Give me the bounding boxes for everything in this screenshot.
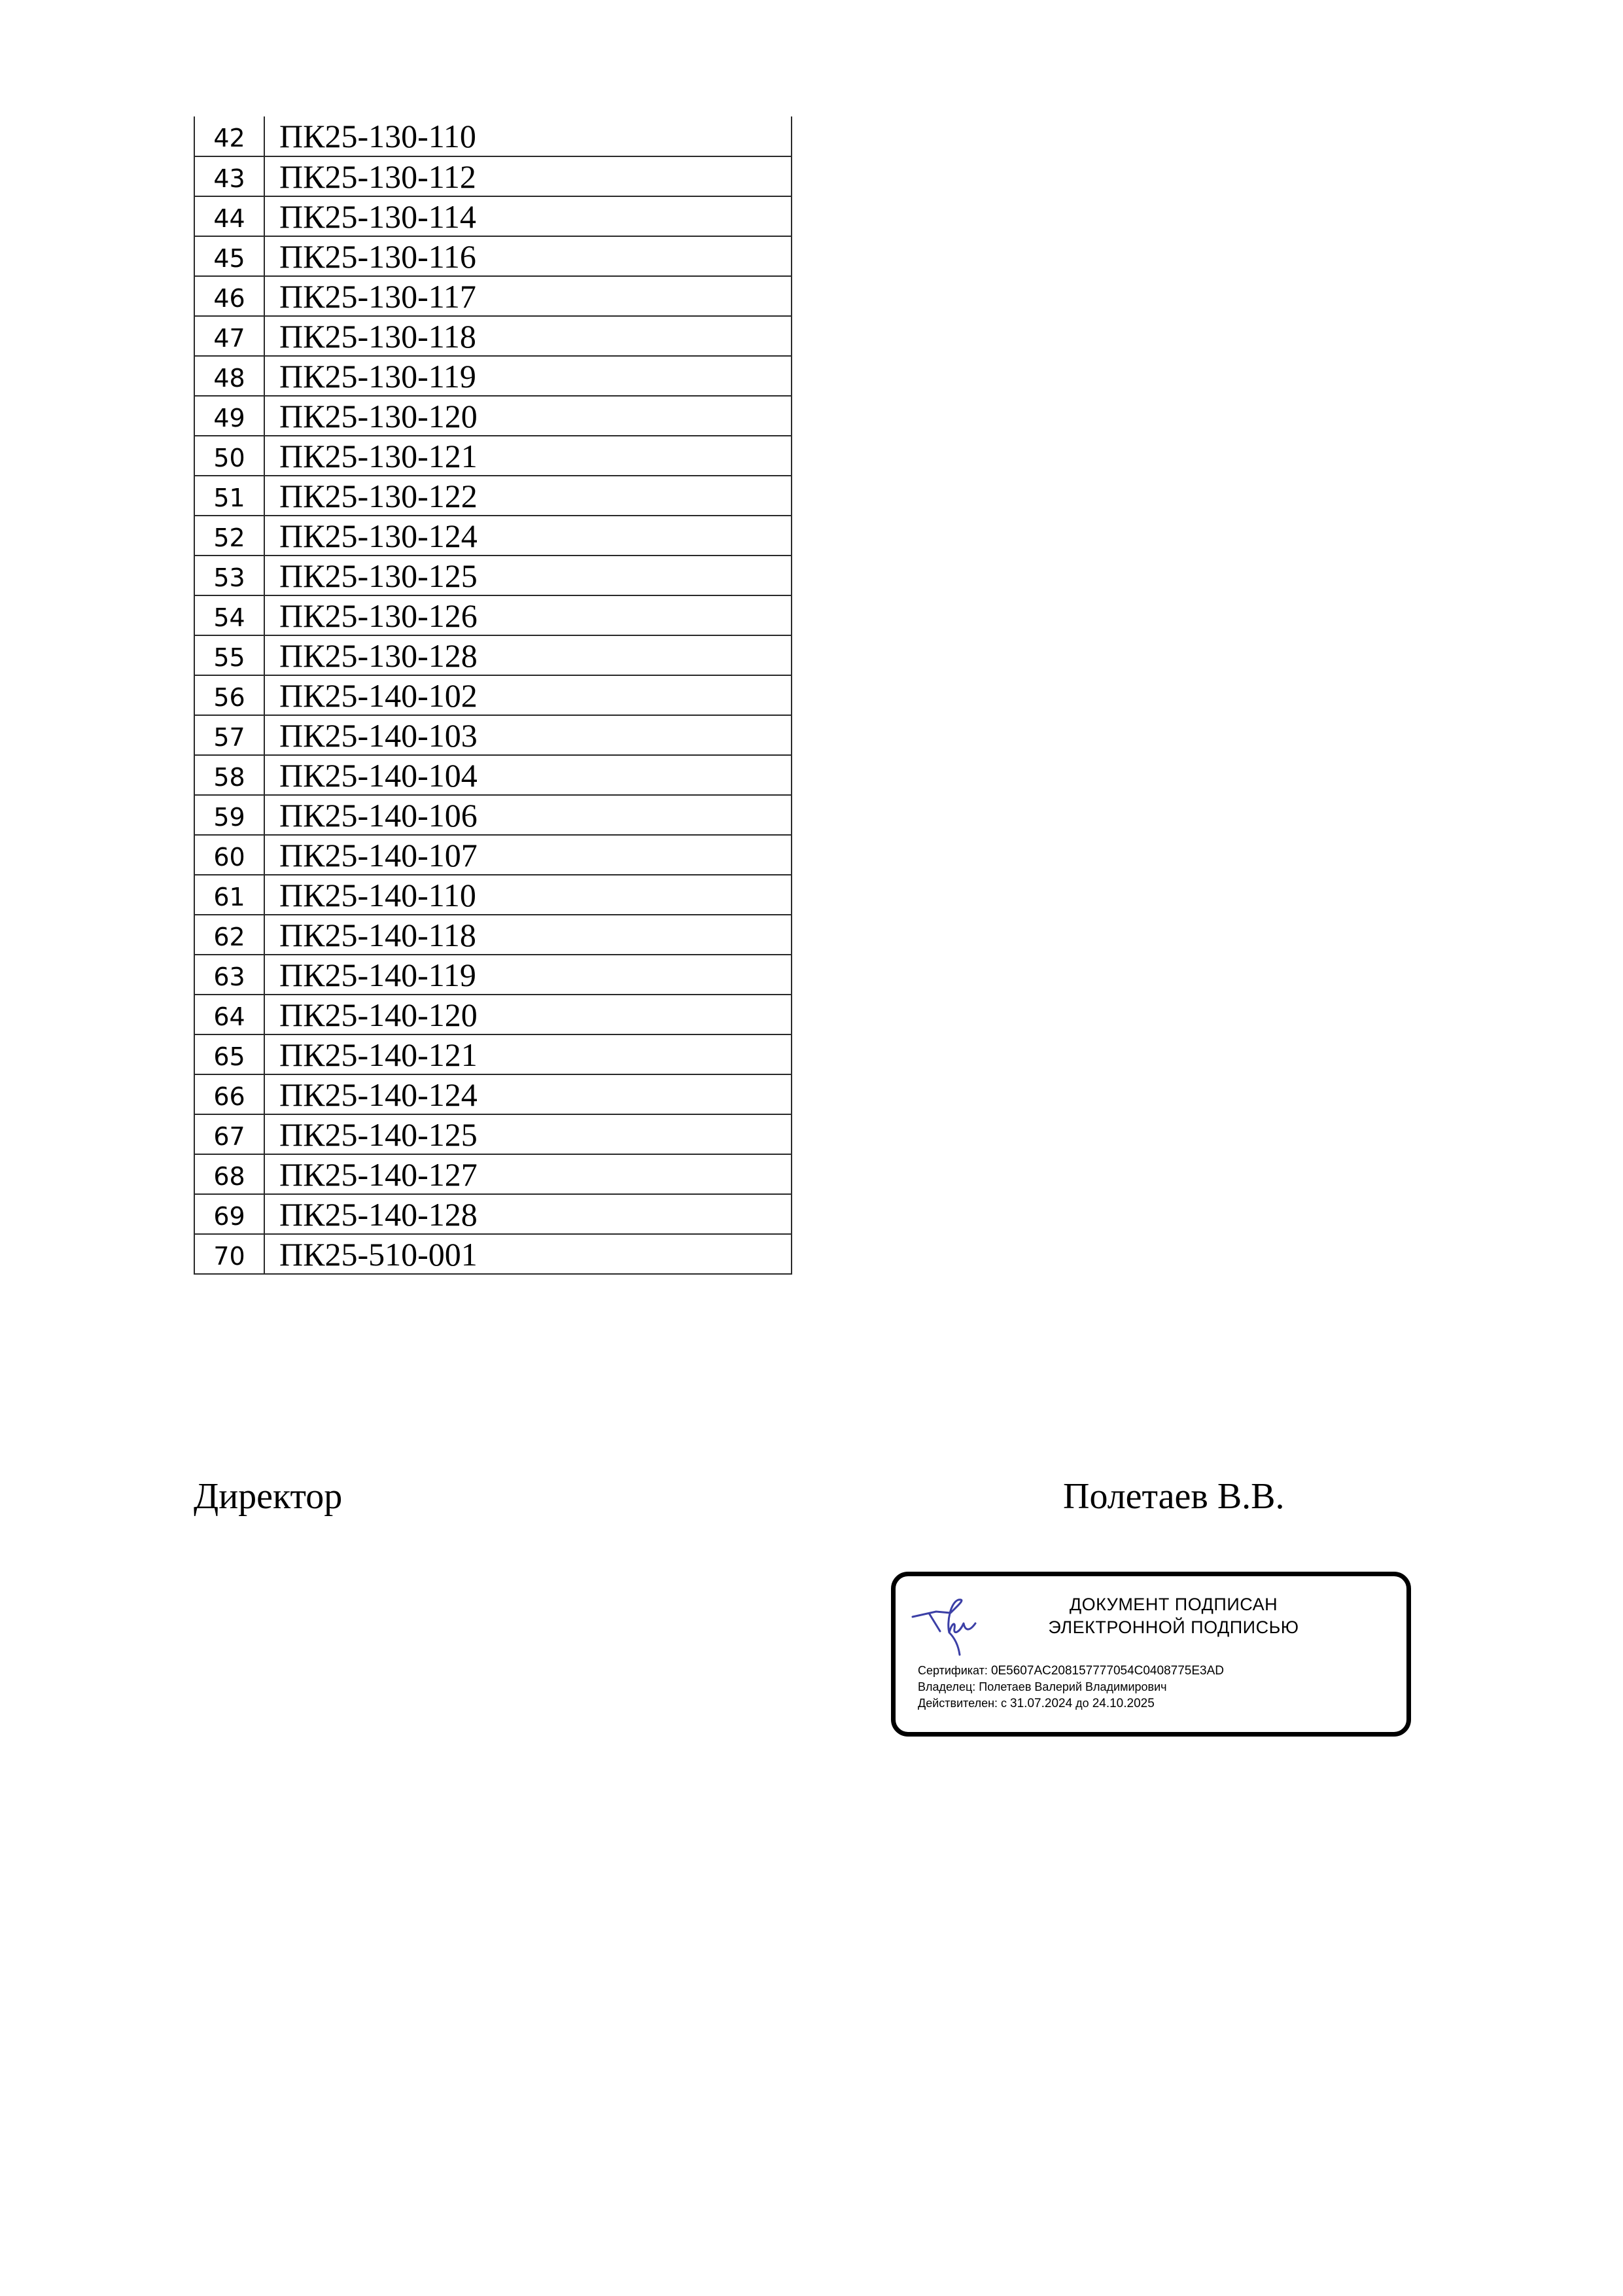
item-code-cell: ПК25-130-128 (264, 635, 792, 675)
table-row (194, 1074, 792, 1114)
table-row (194, 476, 792, 516)
item-code-cell: ПК25-130-117 (264, 276, 792, 316)
handwritten-signature-icon (910, 1592, 982, 1657)
owner-label: Владелец: (918, 1680, 976, 1693)
item-code-cell: ПК25-140-102 (264, 675, 792, 715)
stamp-title-line2: ЭЛЕКТРОННОЙ ПОДПИСЬЮ (1048, 1617, 1299, 1637)
item-code-cell: ПК25-130-116 (264, 236, 792, 276)
owner-line (918, 1680, 1167, 1694)
validity-label: Действителен: с (918, 1697, 1007, 1710)
table-row (194, 835, 792, 875)
item-code-cell: ПК25-130-114 (264, 196, 792, 236)
row-number-cell: 58 (194, 755, 264, 795)
table-row (194, 116, 792, 156)
row-number-cell: 62 (194, 915, 264, 955)
table-row (194, 196, 792, 236)
row-number-cell: 66 (194, 1074, 264, 1114)
table-row (194, 556, 792, 595)
row-number-cell: 45 (194, 236, 264, 276)
item-code-cell: ПК25-130-122 (264, 476, 792, 516)
table-row (194, 995, 792, 1034)
table-row (194, 875, 792, 915)
item-code-cell: ПК25-130-124 (264, 516, 792, 556)
item-code-cell: ПК25-140-103 (264, 715, 792, 755)
item-code-cell: ПК25-130-110 (264, 116, 792, 156)
row-number-cell: 52 (194, 516, 264, 556)
item-code-cell: ПК25-130-112 (264, 156, 792, 196)
item-code-cell: ПК25-130-126 (264, 595, 792, 635)
row-number-cell: 56 (194, 675, 264, 715)
item-code-cell: ПК25-510-001 (264, 1234, 792, 1274)
table-row (194, 915, 792, 955)
signer-name: Полетаев В.В. (1063, 1476, 1285, 1517)
row-number-cell: 67 (194, 1114, 264, 1154)
item-code-cell: ПК25-140-110 (264, 875, 792, 915)
row-number-cell: 42 (194, 116, 264, 156)
certificate-label: Сертификат: (918, 1664, 988, 1677)
item-code-cell: ПК25-140-127 (264, 1154, 792, 1194)
row-number-cell: 50 (194, 436, 264, 476)
item-code-cell: ПК25-140-107 (264, 835, 792, 875)
item-code-cell: ПК25-140-104 (264, 755, 792, 795)
table-row (194, 955, 792, 995)
item-code-cell: ПК25-140-128 (264, 1194, 792, 1234)
item-code-cell: ПК25-130-120 (264, 396, 792, 436)
item-code-cell: ПК25-140-118 (264, 915, 792, 955)
row-number-cell: 43 (194, 156, 264, 196)
row-number-cell: 55 (194, 635, 264, 675)
row-number-cell: 64 (194, 995, 264, 1034)
item-code-cell: ПК25-130-118 (264, 316, 792, 356)
table-row (194, 755, 792, 795)
certificate-value: 0E5607AC208157777054C0408775E3AD (990, 1664, 1224, 1678)
row-number-cell: 59 (194, 795, 264, 835)
row-number-cell: 47 (194, 316, 264, 356)
electronic-signature-stamp (891, 1572, 1411, 1737)
item-code-cell: ПК25-140-125 (264, 1114, 792, 1154)
item-code-cell: ПК25-130-119 (264, 356, 792, 396)
item-code-cell: ПК25-140-106 (264, 795, 792, 835)
row-number-cell: 49 (194, 396, 264, 436)
table-row (194, 675, 792, 715)
row-number-cell: 46 (194, 276, 264, 316)
item-code-cell: ПК25-140-121 (264, 1034, 792, 1074)
table-row (194, 236, 792, 276)
items-table-body (194, 116, 792, 1274)
table-row (194, 595, 792, 635)
row-number-cell: 60 (194, 835, 264, 875)
table-row (194, 396, 792, 436)
table-row (194, 1194, 792, 1234)
table-row (194, 635, 792, 675)
validity-to: 24.10.2025 (1092, 1697, 1155, 1710)
table-row (194, 1234, 792, 1274)
table-row (194, 1034, 792, 1074)
table-row (194, 1114, 792, 1154)
item-code-cell: ПК25-140-119 (264, 955, 792, 995)
validity-line (918, 1696, 1155, 1711)
row-number-cell: 51 (194, 476, 264, 516)
table-row (194, 516, 792, 556)
table-row (194, 156, 792, 196)
row-number-cell: 44 (194, 196, 264, 236)
row-number-cell: 48 (194, 356, 264, 396)
row-number-cell: 65 (194, 1034, 264, 1074)
table-row (194, 795, 792, 835)
item-code-cell: ПК25-130-121 (264, 436, 792, 476)
table-row (194, 356, 792, 396)
table-row (194, 316, 792, 356)
stamp-title-line1: ДОКУМЕНТ ПОДПИСАН (1069, 1595, 1278, 1614)
row-number-cell: 68 (194, 1154, 264, 1194)
validity-to-label: до (1075, 1697, 1089, 1710)
table-row (194, 436, 792, 476)
signer-role: Директор (194, 1476, 343, 1517)
item-code-cell: ПК25-140-120 (264, 995, 792, 1034)
row-number-cell: 61 (194, 875, 264, 915)
row-number-cell: 69 (194, 1194, 264, 1234)
table-row (194, 1154, 792, 1194)
table-row (194, 276, 792, 316)
row-number-cell: 63 (194, 955, 264, 995)
row-number-cell: 57 (194, 715, 264, 755)
table-row (194, 715, 792, 755)
row-number-cell: 54 (194, 595, 264, 635)
item-code-cell: ПК25-130-125 (264, 556, 792, 595)
row-number-cell: 53 (194, 556, 264, 595)
validity-from: 31.07.2024 (1010, 1697, 1073, 1710)
items-table (194, 116, 792, 1275)
certificate-line (918, 1663, 1224, 1678)
row-number-cell: 70 (194, 1234, 264, 1274)
owner-value: Полетаев Валерий Владимирович (979, 1680, 1167, 1693)
item-code-cell: ПК25-140-124 (264, 1074, 792, 1114)
